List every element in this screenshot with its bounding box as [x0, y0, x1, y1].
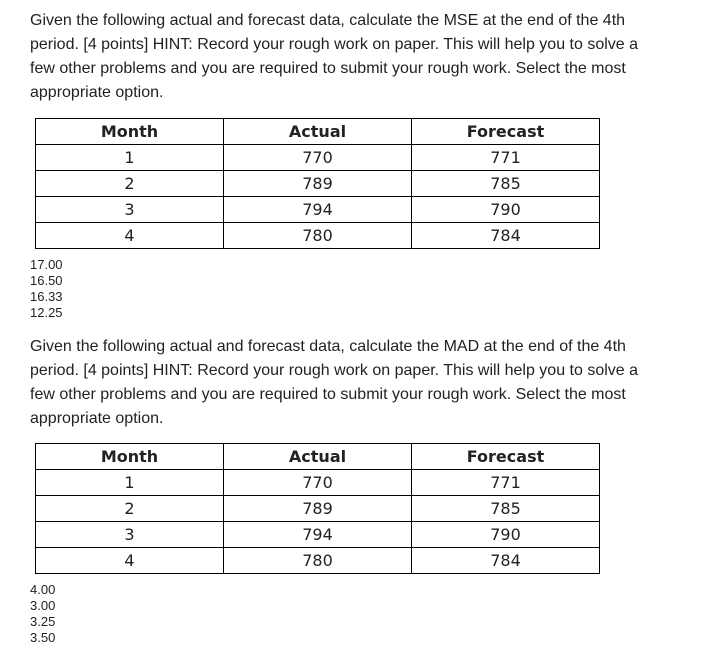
question-1-text: Given the following actual and forecast data, calculate the MSE at the end of the 4th period. [4 points] HINT: Record your rough work on paper. This will help you to solve a few other problems and you are required to submit your rough work. Select the most appropriate option.	[30, 12, 639, 101]
forecast-cell: 771	[412, 145, 600, 171]
actual-cell: 780	[224, 548, 412, 574]
month-cell: 2	[36, 496, 224, 522]
table-row	[36, 496, 600, 522]
question-1-answer-options	[30, 257, 63, 321]
table-row	[36, 145, 600, 171]
actual-cell: 794	[224, 522, 412, 548]
month-cell: 2	[36, 171, 224, 197]
month-cell: 3	[36, 197, 224, 223]
month-cell: 1	[36, 145, 224, 171]
actual-cell: 770	[224, 145, 412, 171]
table-row	[36, 171, 600, 197]
answer-option[interactable]: 17.00	[30, 257, 63, 272]
column-header-month: Month	[36, 444, 224, 470]
answer-option[interactable]: 4.00	[30, 582, 56, 597]
question-2-data-table	[35, 443, 600, 574]
question-2-text: Given the following actual and forecast data, calculate the MAD at the end of the 4th period. [4 points] HINT: Record your rough work on paper. This will help you to solve a few other problems and you are required to submit your rough work. Select the most appropriate option.	[30, 338, 639, 427]
month-cell: 3	[36, 522, 224, 548]
forecast-cell: 784	[412, 223, 600, 249]
forecast-cell: 790	[412, 197, 600, 223]
table-row	[36, 548, 600, 574]
table-row	[36, 197, 600, 223]
answer-option[interactable]: 3.25	[30, 614, 56, 629]
column-header-actual: Actual	[224, 119, 412, 145]
actual-cell: 780	[224, 223, 412, 249]
question-1-data-table	[35, 118, 600, 249]
table-row	[36, 223, 600, 249]
table-header-row	[36, 444, 600, 470]
answer-option[interactable]: 12.25	[30, 305, 63, 320]
actual-cell: 794	[224, 197, 412, 223]
forecast-cell: 785	[412, 171, 600, 197]
column-header-month: Month	[36, 119, 224, 145]
forecast-cell: 790	[412, 522, 600, 548]
actual-cell: 789	[224, 496, 412, 522]
table-row	[36, 522, 600, 548]
column-header-actual: Actual	[224, 444, 412, 470]
table-header-row	[36, 119, 600, 145]
column-header-forecast: Forecast	[412, 119, 600, 145]
actual-cell: 789	[224, 171, 412, 197]
forecast-cell: 784	[412, 548, 600, 574]
month-cell: 4	[36, 548, 224, 574]
forecast-cell: 785	[412, 496, 600, 522]
answer-option[interactable]: 3.50	[30, 630, 56, 645]
answer-option[interactable]: 16.50	[30, 273, 63, 288]
answer-option[interactable]: 3.00	[30, 598, 56, 613]
month-cell: 4	[36, 223, 224, 249]
month-cell: 1	[36, 470, 224, 496]
forecast-cell: 771	[412, 470, 600, 496]
answer-option[interactable]: 16.33	[30, 289, 63, 304]
column-header-forecast: Forecast	[412, 444, 600, 470]
question-2-answer-options	[30, 582, 55, 646]
table-row	[36, 470, 600, 496]
actual-cell: 770	[224, 470, 412, 496]
